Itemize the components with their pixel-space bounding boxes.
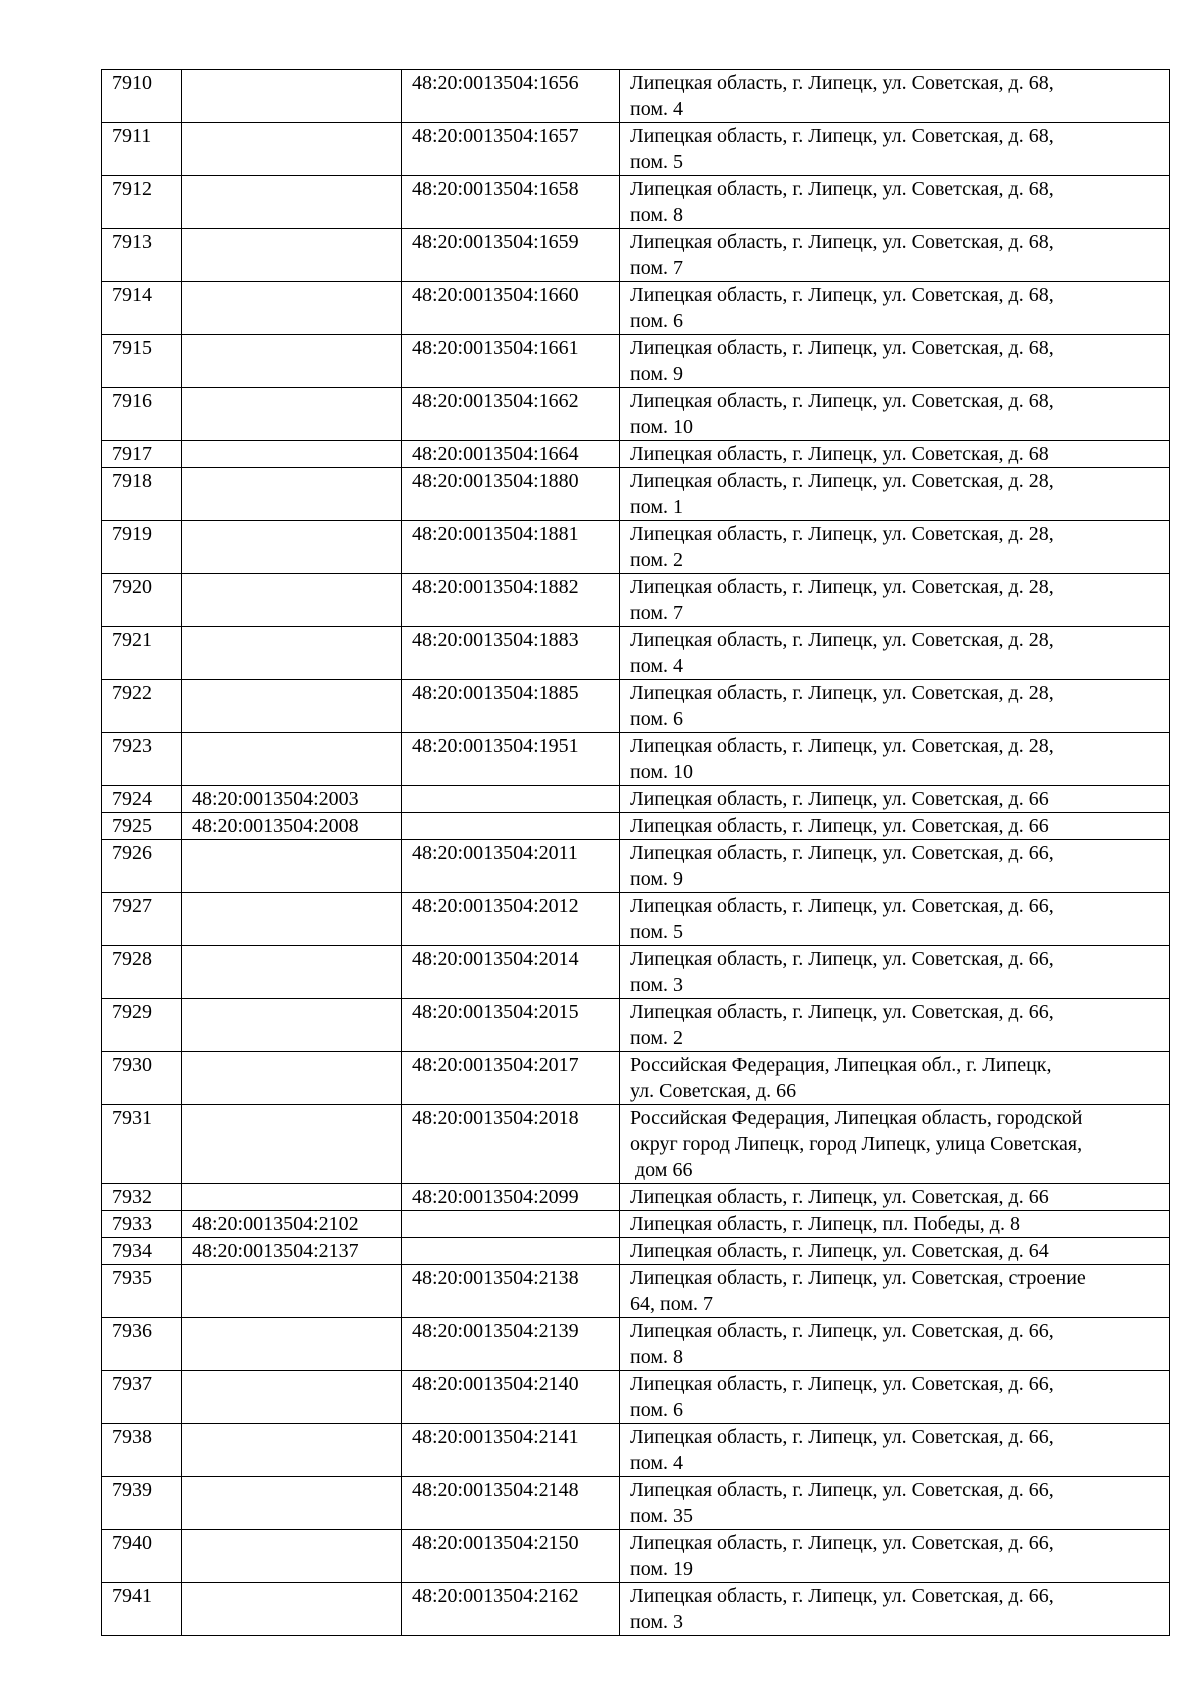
building-number-cell: 48:20:0013504:2014: [402, 946, 620, 999]
address-cell: Липецкая область, г. Липецк, ул. Советская, д. 68, пом. 6: [620, 282, 1170, 335]
table-row: [102, 1184, 1170, 1211]
table-row: [102, 680, 1170, 733]
address-cell: Липецкая область, г. Липецк, ул. Советская, д. 28, пом. 4: [620, 627, 1170, 680]
table-row: [102, 786, 1170, 813]
land-plot-number-cell: [182, 468, 402, 521]
building-number-cell: [402, 786, 620, 813]
row-number-cell: 7919: [102, 521, 182, 574]
table-row: [102, 388, 1170, 441]
row-number-cell: 7940: [102, 1530, 182, 1583]
address-cell: Липецкая область, г. Липецк, ул. Советская, д. 66, пом. 3: [620, 946, 1170, 999]
building-number-cell: 48:20:0013504:2017: [402, 1052, 620, 1105]
address-cell: Липецкая область, г. Липецк, ул. Советская, д. 68, пом. 4: [620, 70, 1170, 123]
address-cell: Липецкая область, г. Липецк, ул. Советская, д. 66, пом. 3: [620, 1583, 1170, 1636]
table-row: [102, 1105, 1170, 1184]
address-cell: Липецкая область, г. Липецк, ул. Советская, д. 28, пом. 10: [620, 733, 1170, 786]
building-number-cell: 48:20:0013504:1659: [402, 229, 620, 282]
address-cell: Липецкая область, г. Липецк, ул. Советская, д. 66, пом. 35: [620, 1477, 1170, 1530]
table-row: [102, 70, 1170, 123]
land-plot-number-cell: [182, 282, 402, 335]
address-cell: Липецкая область, г. Липецк, ул. Советская, д. 68, пом. 9: [620, 335, 1170, 388]
row-number-cell: 7911: [102, 123, 182, 176]
building-number-cell: 48:20:0013504:1662: [402, 388, 620, 441]
land-plot-number-cell: [182, 733, 402, 786]
address-cell: Липецкая область, г. Липецк, ул. Советская, д. 28, пом. 6: [620, 680, 1170, 733]
building-number-cell: 48:20:0013504:2011: [402, 840, 620, 893]
land-plot-number-cell: 48:20:0013504:2003: [182, 786, 402, 813]
land-plot-number-cell: [182, 1105, 402, 1184]
land-plot-number-cell: [182, 441, 402, 468]
address-cell: Липецкая область, г. Липецк, ул. Советская, д. 66, пом. 5: [620, 893, 1170, 946]
address-cell: Российская Федерация, Липецкая область, городской округ город Липецк, город Липецк, улица Советская, дом 66: [620, 1105, 1170, 1184]
building-number-cell: 48:20:0013504:2148: [402, 1477, 620, 1530]
address-cell: Липецкая область, г. Липецк, ул. Советская, д. 28, пом. 1: [620, 468, 1170, 521]
land-plot-number-cell: [182, 123, 402, 176]
row-number-cell: 7939: [102, 1477, 182, 1530]
row-number-cell: 7929: [102, 999, 182, 1052]
table-row: [102, 893, 1170, 946]
row-number-cell: 7935: [102, 1265, 182, 1318]
building-number-cell: 48:20:0013504:2015: [402, 999, 620, 1052]
building-number-cell: 48:20:0013504:2140: [402, 1371, 620, 1424]
table-row: [102, 840, 1170, 893]
address-cell: Липецкая область, г. Липецк, пл. Победы, д. 8: [620, 1211, 1170, 1238]
table-row: [102, 1530, 1170, 1583]
land-plot-number-cell: [182, 893, 402, 946]
land-plot-number-cell: [182, 1318, 402, 1371]
address-cell: Липецкая область, г. Липецк, ул. Советская, д. 66, пом. 9: [620, 840, 1170, 893]
row-number-cell: 7936: [102, 1318, 182, 1371]
building-number-cell: 48:20:0013504:2012: [402, 893, 620, 946]
address-cell: Липецкая область, г. Липецк, ул. Советская, д. 28, пом. 7: [620, 574, 1170, 627]
table-body: [102, 70, 1170, 1636]
land-plot-number-cell: [182, 388, 402, 441]
building-number-cell: 48:20:0013504:1656: [402, 70, 620, 123]
row-number-cell: 7910: [102, 70, 182, 123]
address-cell: Российская Федерация, Липецкая обл., г. Липецк, ул. Советская, д. 66: [620, 1052, 1170, 1105]
row-number-cell: 7937: [102, 1371, 182, 1424]
address-cell: Липецкая область, г. Липецк, ул. Советская, д. 66, пом. 19: [620, 1530, 1170, 1583]
table-row: [102, 1424, 1170, 1477]
address-cell: Липецкая область, г. Липецк, ул. Советская, д. 68, пом. 5: [620, 123, 1170, 176]
row-number-cell: 7912: [102, 176, 182, 229]
land-plot-number-cell: [182, 680, 402, 733]
building-number-cell: [402, 813, 620, 840]
row-number-cell: 7934: [102, 1238, 182, 1265]
table-row: [102, 176, 1170, 229]
row-number-cell: 7923: [102, 733, 182, 786]
cadastral-table: [101, 69, 1170, 1636]
building-number-cell: 48:20:0013504:2018: [402, 1105, 620, 1184]
row-number-cell: 7938: [102, 1424, 182, 1477]
row-number-cell: 7913: [102, 229, 182, 282]
building-number-cell: 48:20:0013504:1657: [402, 123, 620, 176]
row-number-cell: 7924: [102, 786, 182, 813]
building-number-cell: 48:20:0013504:2141: [402, 1424, 620, 1477]
table-row: [102, 521, 1170, 574]
table-row: [102, 123, 1170, 176]
land-plot-number-cell: [182, 1184, 402, 1211]
address-cell: Липецкая область, г. Липецк, ул. Советская, д. 68, пом. 10: [620, 388, 1170, 441]
building-number-cell: 48:20:0013504:1661: [402, 335, 620, 388]
land-plot-number-cell: [182, 627, 402, 680]
land-plot-number-cell: 48:20:0013504:2137: [182, 1238, 402, 1265]
document-page: [101, 69, 1169, 1636]
table-row: [102, 1477, 1170, 1530]
row-number-cell: 7927: [102, 893, 182, 946]
table-row: [102, 1318, 1170, 1371]
building-number-cell: 48:20:0013504:2139: [402, 1318, 620, 1371]
row-number-cell: 7918: [102, 468, 182, 521]
table-row: [102, 1052, 1170, 1105]
land-plot-number-cell: 48:20:0013504:2102: [182, 1211, 402, 1238]
land-plot-number-cell: [182, 840, 402, 893]
address-cell: Липецкая область, г. Липецк, ул. Советская, д. 66, пом. 8: [620, 1318, 1170, 1371]
land-plot-number-cell: [182, 1583, 402, 1636]
land-plot-number-cell: 48:20:0013504:2008: [182, 813, 402, 840]
address-cell: Липецкая область, г. Липецк, ул. Советская, д. 66: [620, 813, 1170, 840]
table-row: [102, 335, 1170, 388]
table-row: [102, 468, 1170, 521]
address-cell: Липецкая область, г. Липецк, ул. Советская, д. 66, пом. 2: [620, 999, 1170, 1052]
address-cell: Липецкая область, г. Липецк, ул. Советская, д. 66: [620, 1184, 1170, 1211]
table-row: [102, 1371, 1170, 1424]
table-row: [102, 1238, 1170, 1265]
land-plot-number-cell: [182, 1477, 402, 1530]
land-plot-number-cell: [182, 946, 402, 999]
land-plot-number-cell: [182, 1052, 402, 1105]
table-row: [102, 946, 1170, 999]
row-number-cell: 7916: [102, 388, 182, 441]
row-number-cell: 7915: [102, 335, 182, 388]
row-number-cell: 7920: [102, 574, 182, 627]
table-row: [102, 229, 1170, 282]
building-number-cell: 48:20:0013504:2099: [402, 1184, 620, 1211]
address-cell: Липецкая область, г. Липецк, ул. Советская, д. 68, пом. 7: [620, 229, 1170, 282]
building-number-cell: 48:20:0013504:1882: [402, 574, 620, 627]
table-row: [102, 733, 1170, 786]
building-number-cell: 48:20:0013504:1880: [402, 468, 620, 521]
building-number-cell: 48:20:0013504:1881: [402, 521, 620, 574]
table-row: [102, 627, 1170, 680]
row-number-cell: 7917: [102, 441, 182, 468]
building-number-cell: 48:20:0013504:1658: [402, 176, 620, 229]
address-cell: Липецкая область, г. Липецк, ул. Советская, д. 28, пом. 2: [620, 521, 1170, 574]
building-number-cell: [402, 1238, 620, 1265]
land-plot-number-cell: [182, 999, 402, 1052]
address-cell: Липецкая область, г. Липецк, ул. Советская, д. 66, пом. 4: [620, 1424, 1170, 1477]
table-row: [102, 813, 1170, 840]
land-plot-number-cell: [182, 70, 402, 123]
building-number-cell: 48:20:0013504:2138: [402, 1265, 620, 1318]
building-number-cell: 48:20:0013504:1660: [402, 282, 620, 335]
building-number-cell: [402, 1211, 620, 1238]
building-number-cell: 48:20:0013504:1951: [402, 733, 620, 786]
table-row: [102, 1265, 1170, 1318]
land-plot-number-cell: [182, 229, 402, 282]
table-row: [102, 1583, 1170, 1636]
land-plot-number-cell: [182, 335, 402, 388]
table-row: [102, 574, 1170, 627]
row-number-cell: 7921: [102, 627, 182, 680]
table-row: [102, 441, 1170, 468]
land-plot-number-cell: [182, 574, 402, 627]
land-plot-number-cell: [182, 1265, 402, 1318]
row-number-cell: 7931: [102, 1105, 182, 1184]
address-cell: Липецкая область, г. Липецк, ул. Советская, д. 66, пом. 6: [620, 1371, 1170, 1424]
land-plot-number-cell: [182, 176, 402, 229]
table-row: [102, 282, 1170, 335]
row-number-cell: 7925: [102, 813, 182, 840]
row-number-cell: 7933: [102, 1211, 182, 1238]
row-number-cell: 7928: [102, 946, 182, 999]
address-cell: Липецкая область, г. Липецк, ул. Советская, д. 66: [620, 786, 1170, 813]
address-cell: Липецкая область, г. Липецк, ул. Советская, д. 64: [620, 1238, 1170, 1265]
building-number-cell: 48:20:0013504:2150: [402, 1530, 620, 1583]
building-number-cell: 48:20:0013504:2162: [402, 1583, 620, 1636]
address-cell: Липецкая область, г. Липецк, ул. Советская, строение 64, пом. 7: [620, 1265, 1170, 1318]
table-row: [102, 1211, 1170, 1238]
row-number-cell: 7932: [102, 1184, 182, 1211]
table-row: [102, 999, 1170, 1052]
row-number-cell: 7941: [102, 1583, 182, 1636]
row-number-cell: 7926: [102, 840, 182, 893]
land-plot-number-cell: [182, 521, 402, 574]
row-number-cell: 7922: [102, 680, 182, 733]
land-plot-number-cell: [182, 1371, 402, 1424]
building-number-cell: 48:20:0013504:1664: [402, 441, 620, 468]
row-number-cell: 7914: [102, 282, 182, 335]
building-number-cell: 48:20:0013504:1883: [402, 627, 620, 680]
land-plot-number-cell: [182, 1424, 402, 1477]
building-number-cell: 48:20:0013504:1885: [402, 680, 620, 733]
address-cell: Липецкая область, г. Липецк, ул. Советская, д. 68, пом. 8: [620, 176, 1170, 229]
land-plot-number-cell: [182, 1530, 402, 1583]
address-cell: Липецкая область, г. Липецк, ул. Советская, д. 68: [620, 441, 1170, 468]
row-number-cell: 7930: [102, 1052, 182, 1105]
